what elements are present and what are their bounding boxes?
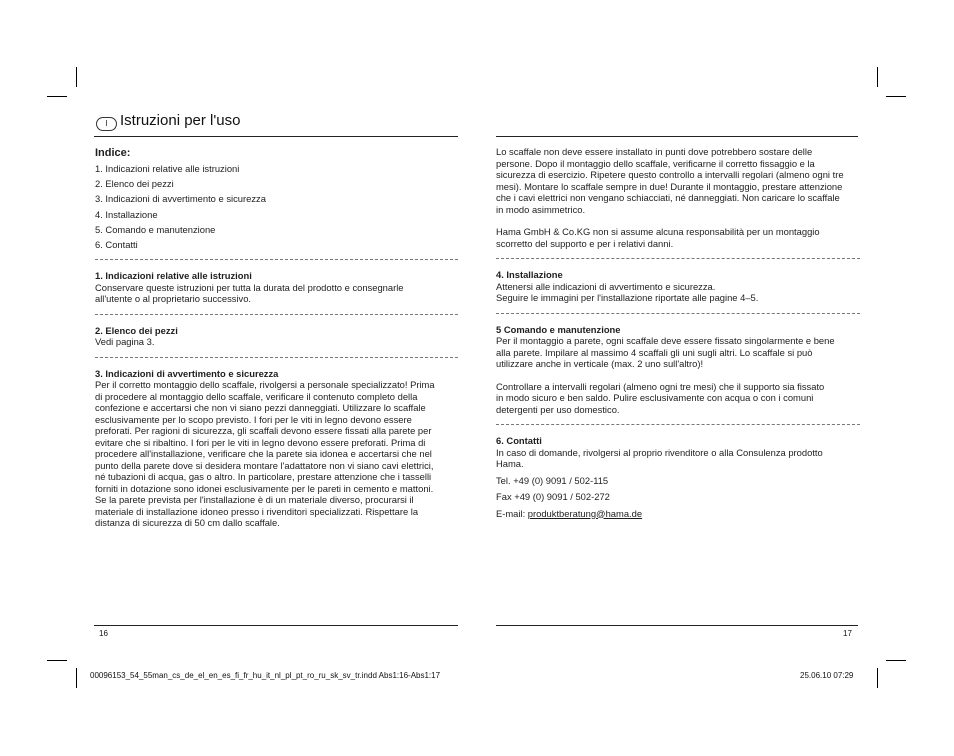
crop-mark [76,67,77,87]
section-body: Controllare a intervalli regolari (almeno ogni tre mesi) che il supporto sia fissato in modo sicuro e ben saldo. Pulire esclusivamente con acqua o con i comuni detergenti per uso domestico. [496,380,825,415]
index-item: 2. Elenco dei pezzi [95,178,174,190]
section-body: Vedi pagina 3. [95,336,155,348]
crop-mark [886,660,906,661]
contact-tel: Tel. +49 (0) 9091 / 502-115 [496,474,609,486]
page-header [94,112,458,136]
paragraph: Lo scaffale non deve essere installato in punti dove potrebbero sostare delle persone. Dopo il montaggio dello scaffale, verificarne il corretto fissaggio e la sicurezza di esercizio. Ripetere questo controllo a intervalli regolari (almeno ogni tre mesi). Montare lo scaffale sempre in due! Durante il montaggio, prestare attenzione che i cavi elettrici non vengano schiacciati, né danneggiati. Non caricare lo scaffale in modo asimmetrico. [496,146,844,215]
crop-mark [877,668,878,688]
index-item: 5. Comando e manutenzione [95,223,216,235]
section-divider [95,259,458,260]
page-number-right: 17 [843,629,852,638]
bottom-rule-left [94,625,458,626]
print-date: 25.06.10 07:29 [800,671,854,680]
section-body: Per il corretto montaggio dello scaffale, rivolgersi a personale specializzato! Prima di procedere al montaggio dello scaffale, verificare il contenuto completo della confezione e accertarsi che non vi siano pezzi danneggiati. Utilizzare lo scaffale esclusivamente per lo scopo previsto. I fori per le viti in legno devono essere preforati. Per ragioni di sicurezza, gli scaffali devono essere fissati alla parete per evitare che si ribaltino. I fori per le viti in legno devono essere preforati. Prima di procedere all'installazione, verificare che la parete sia idonea e accertarsi che nel punto della parete dove si desidera montare l'adattatore non vi siano cavi elettrici, né tubazioni di acqua, gas o altro. In particolare, prestare attenzione che i tasselli forniti in dotazione sono idonei esclusivamente per le pareti in cemento e mattoni. Se la parete prevista per l'installazione è di un materiale diverso, procurarsi il materiale di installazione idoneo presso i rivenditori specializzati. Rispettare la distanza di sicurezza di 50 cm dallo scaffale. [95,379,435,529]
email-link[interactable]: produktberatung@hama.de [527,507,643,519]
crop-mark [76,668,77,688]
email-label: E-mail: [496,507,528,519]
page-title: Istruzioni per l'uso [120,112,241,129]
section-body: Conservare queste istruzioni per tutta la durata del prodotto e consegnarle all'utente o al proprietario successivo. [95,281,404,305]
left-column [95,146,458,529]
index-title: Indice: [95,147,131,159]
contact-fax: Fax +49 (0) 9091 / 502-272 [496,491,610,502]
top-rule-right [496,136,858,137]
crop-mark [47,660,67,661]
section-body: Per il montaggio a parete, ogni scaffale deve essere fissato singolarmente e bene alla parete. Impilare al massimo 4 scaffali gli uni sugli altri. Lo scaffale si può utilizzare anche in verticale (max. 2 uno sull'altro)! [496,335,835,369]
contact-email [496,508,860,520]
section-divider [95,314,458,315]
crop-mark [886,96,906,97]
section-heading: 3. Indicazioni di avvertimento e sicurezza [95,367,279,379]
paragraph: Hama GmbH & Co.KG non si assume alcuna responsabilità per un montaggio scorretto del supporto e per i relativi danni. [496,226,820,249]
section-body: In caso di domande, rivolgersi al proprio rivenditore o alla Consulenza prodotto Hama. [496,446,823,469]
index-item: 4. Installazione [95,208,158,220]
bottom-rule-right [496,625,858,626]
file-info: 00096153_54_55man_cs_de_el_en_es_fi_fr_hu_it_nl_pl_pt_ro_ru_sk_sv_tr.indd Abs1:16-Abs1:17 [90,671,441,680]
index-item: 1. Indicazioni relative alle istruzioni [95,163,240,174]
section-heading: 6. Contatti [496,435,542,446]
section-heading: 2. Elenco dei pezzi [95,324,178,336]
section-divider [496,424,860,425]
section-heading: 5 Comando e manutenzione [496,323,621,335]
section-body: Attenersi alle indicazioni di avvertimento e sicurezza. Seguire le immagini per l'installazione riportate alle pagine 4–5. [496,280,759,303]
section-divider [95,357,458,358]
index-item: 3. Indicazioni di avvertimento e sicurezza [95,193,266,205]
crop-mark [877,67,878,87]
language-badge: I [96,117,117,131]
index-item: 6. Contatti [95,239,138,251]
crop-mark [47,96,67,97]
page-number-left: 16 [99,629,108,638]
section-heading: 4. Installazione [496,269,563,280]
section-divider [496,258,860,259]
right-column [496,146,860,519]
section-heading: 1. Indicazioni relative alle istruzioni [95,270,252,282]
top-rule-left [94,136,458,137]
section-divider [496,313,860,314]
